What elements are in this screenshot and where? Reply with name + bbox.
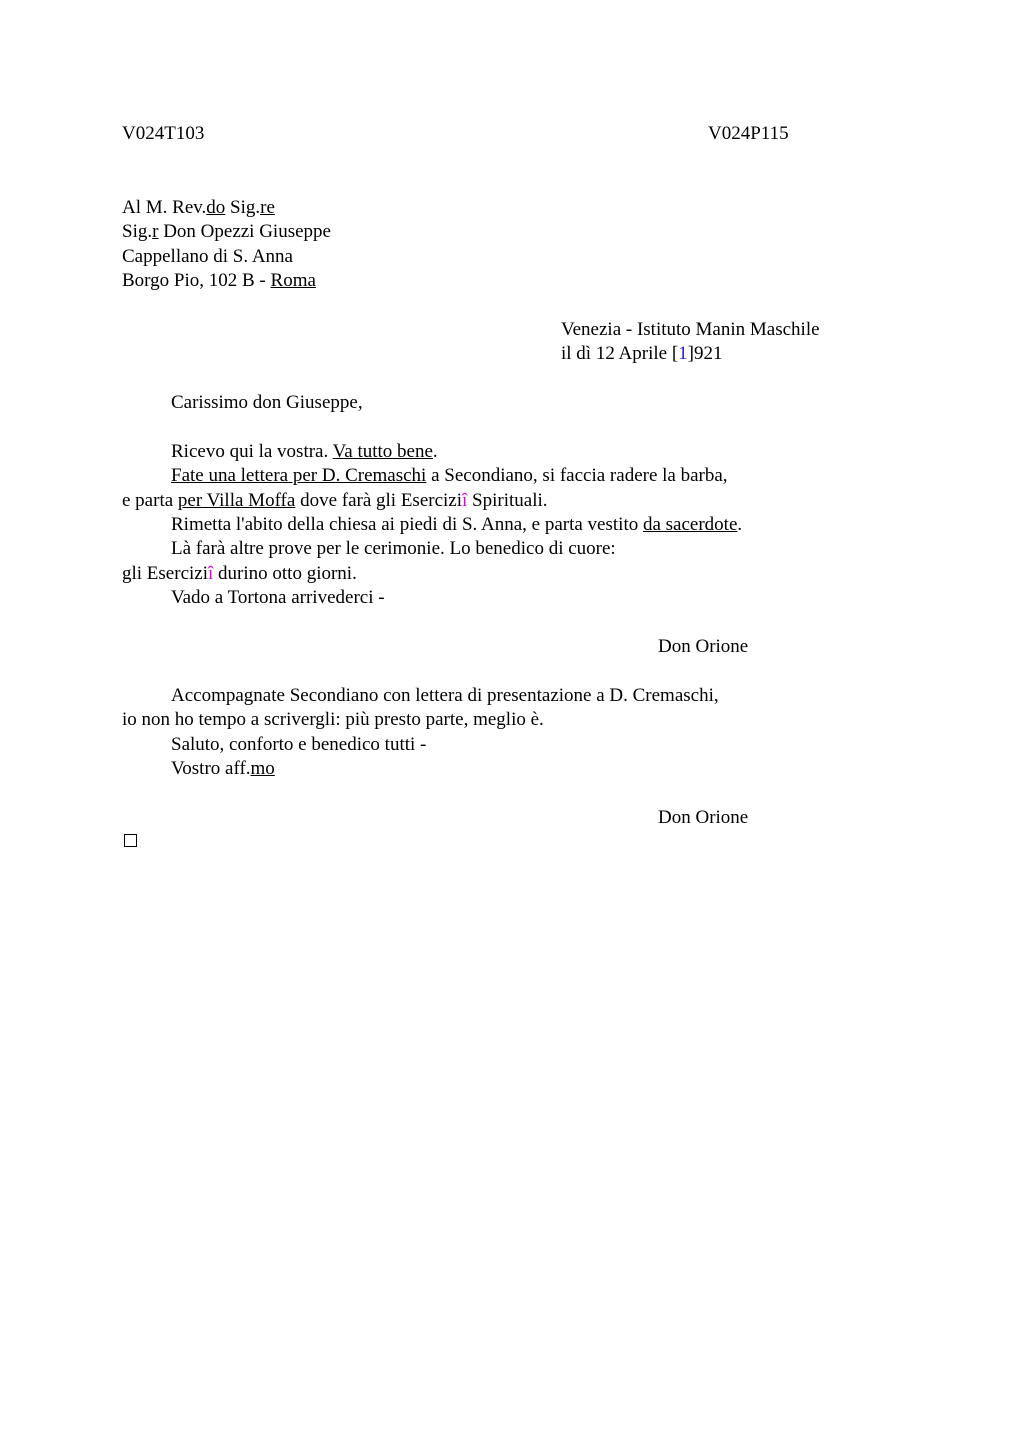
signature-2: Don Orione (658, 807, 749, 828)
body-line-7: Vado a Tortona arrivederci - (171, 587, 385, 608)
salutation: Carissimo don Giuseppe, (171, 392, 363, 413)
postscript-line-4: Vostro aff.mo (171, 758, 275, 779)
body-line-6: gli Eserciziî durino otto giorni. (122, 563, 357, 584)
signature: Don Orione (658, 636, 749, 657)
postscript-line-1: Accompagnate Secondiano con lettera di presentazione a D. Cremaschi, (171, 685, 719, 706)
body-line-4: Rimetta l'abito della chiesa ai piedi di S. Anna, e parta vestito da sacerdote. (171, 514, 743, 535)
address-line-4: Borgo Pio, 102 B - Roma (122, 270, 316, 291)
body-line-3: e parta per Villa Moffa dove farà gli Eserciziî Spirituali. (122, 490, 548, 511)
postscript-line-2: io non ho tempo a scrivergli: più presto parte, meglio è. (122, 709, 544, 730)
body-line-1: Ricevo qui la vostra. Va tutto bene. (171, 441, 438, 462)
place-line: Venezia - Istituto Manin Maschile (561, 319, 820, 340)
checkbox-icon (124, 834, 137, 847)
address-line-2: Sig.r Don Opezzi Giuseppe (122, 221, 331, 242)
body-line-2: Fate una lettera per D. Cremaschi a Secondiano, si faccia radere la barba, (171, 465, 728, 486)
postscript-line-3: Saluto, conforto e benedico tutti - (171, 734, 427, 755)
address-line-1: Al M. Rev.do Sig.re (122, 197, 275, 218)
address-line-3: Cappellano di S. Anna (122, 246, 293, 267)
page-code: V024P115 (708, 123, 789, 144)
date-line: il dì 12 Aprile [1]921 (561, 343, 723, 364)
document-code: V024T103 (122, 123, 205, 144)
body-line-5: Là farà altre prove per le cerimonie. Lo benedico di cuore: (171, 538, 616, 559)
